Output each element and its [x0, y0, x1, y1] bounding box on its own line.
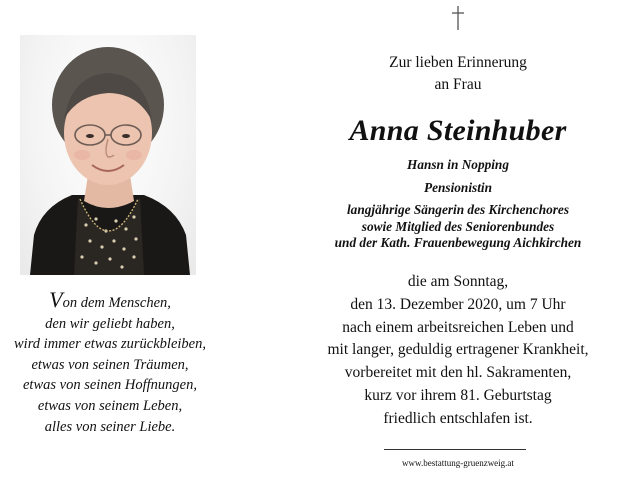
memorial-header: [300, 52, 616, 252]
membership-line-1: langjährige Sängerin des Kirchenchores: [346, 202, 570, 217]
death-line-5: vorbereitet mit den hl. Sakramenten,: [344, 364, 572, 382]
poem-line-1: [0, 287, 220, 314]
poem-line-6: etwas von seinem Leben,: [37, 397, 183, 414]
occupation: Pensionistin: [424, 179, 492, 195]
intro-line-1: Zur lieben Erinnerung: [389, 54, 527, 71]
death-line-1: die am Sonntag,: [407, 273, 509, 290]
cross-icon: [449, 5, 467, 31]
deceased-name: Anna Steinhuber: [349, 114, 567, 147]
death-line-2: den 13. Dezember 2020, um 7 Uhr: [350, 295, 566, 313]
death-line-3: nach einem arbeitsreichen Leben und: [342, 318, 574, 336]
poem-line-4: etwas von seinen Träumen,: [31, 356, 189, 373]
death-notice: [300, 271, 616, 431]
funeral-home-website: www.bestattung-gruenzweig.at: [402, 458, 514, 468]
membership-line-2: sowie Mitglied des Seniorenbundes: [361, 218, 555, 234]
poem-line-3: wird immer etwas zurückbleiben,: [14, 336, 206, 353]
portrait-photo: [20, 35, 196, 275]
poem-initial: V: [49, 287, 63, 312]
intro-line-2: an Frau: [434, 76, 482, 93]
footer-divider: [384, 449, 526, 450]
poem-line-2: den wir geliebt haben,: [45, 315, 175, 332]
roles-block: [300, 157, 616, 252]
poem-line-1-text: on dem Menschen,: [62, 295, 171, 311]
death-line-7: friedlich entschlafen ist.: [383, 409, 533, 427]
poem-line-7: alles von seiner Liebe.: [44, 418, 176, 435]
memorial-poem: [0, 287, 220, 437]
death-line-4: mit langer, geduldig ertragener Krankheit,: [327, 341, 589, 359]
death-line-6: kurz vor ihrem 81. Geburtstag: [364, 386, 552, 404]
membership-line-3: und der Kath. Frauenbewegung Aichkirchen: [334, 235, 582, 250]
house-name: Hansn in Nopping: [407, 157, 509, 172]
poem-line-5: etwas von seinen Hoffnungen,: [23, 377, 197, 394]
